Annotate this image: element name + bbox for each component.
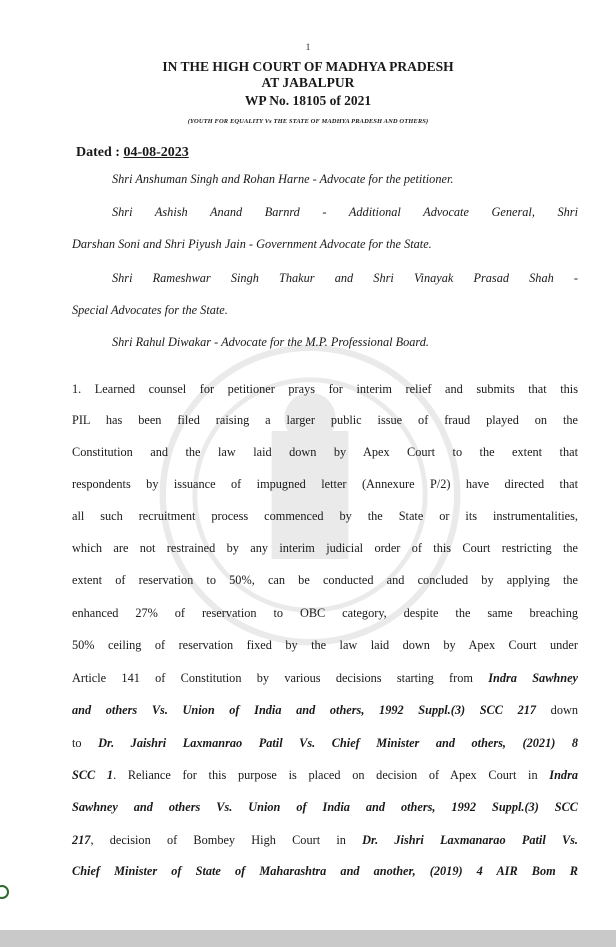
- appearance-special-1: Shri Rameshwar Singh Thakur and Shri Vinayak Prasad Shah -: [112, 271, 578, 285]
- para1-line-1: 1. Learned counsel for petitioner prays for interim relief and submits that this: [72, 382, 578, 396]
- appearance-state-1: Shri Ashish Anand Barnrd - Additional Advocate General, Shri: [112, 205, 578, 219]
- para1-line-4: respondents by issuance of impugned letter (Annexure P/2) have directed that: [72, 477, 578, 491]
- citation-indra-2: Indra: [549, 768, 579, 782]
- page-number: 1: [305, 42, 311, 52]
- para1-line-3: Constitution and the law laid down by Apex Court to the extent that: [72, 445, 578, 459]
- edge-logo-icon: [0, 884, 9, 900]
- para1-line-12-text: to: [72, 736, 99, 750]
- para1-line-12: [72, 736, 578, 751]
- para1-line-14: Sawhney and others Vs. Union of India and others, 1992 Suppl.(3) SCC: [72, 800, 578, 814]
- para1-line-15-text: , decision of Bombey High Court in: [90, 833, 363, 847]
- case-number: WP No. 18105 of 2021: [244, 93, 372, 108]
- para1-line-11-text: down: [536, 703, 578, 717]
- dated-label: Dated :: [76, 145, 124, 160]
- citation-indra-2-cont: 217: [72, 833, 91, 847]
- para1-line-16: Chief Minister of State of Maharashtra and another, (2019) 4 AIR Bom R: [72, 864, 578, 878]
- citation-jaishri-patil-cont: SCC 1: [72, 768, 114, 782]
- bottom-bar: [0, 930, 616, 947]
- case-parties: (YOUTH FOR EQUALITY Vs THE STATE OF MADHYA PRADESH AND OTHERS): [187, 118, 429, 125]
- para1-line-13: [72, 768, 578, 783]
- citation-indra-sawhney-cont: and others Vs. Union of India and others, 1992 Suppl.(3) SCC 217: [72, 703, 537, 717]
- dated-line: [76, 145, 189, 161]
- dated-date: 04-08-2023: [123, 145, 189, 160]
- citation-indra-sawhney: Indra Sawhney: [488, 671, 578, 685]
- para1-line-10-text: Article 141 of Constitution by various decisions starting from: [72, 671, 489, 685]
- para1-line-7: extent of reservation to 50%, can be conducted and concluded by applying the: [72, 573, 578, 587]
- appearance-state-2: Darshan Soni and Shri Piyush Jain - Government Advocate for the State.: [72, 237, 432, 251]
- para1-line-9: 50% ceiling of reservation fixed by the law laid down by Apex Court under: [72, 638, 578, 652]
- citation-jaishri-patil: Dr. Jaishri Laxmanrao Patil Vs. Chief Minister and others, (2021) 8: [98, 736, 578, 750]
- para1-line-6: which are not restrained by any interim judicial order of this Court restricting the: [72, 541, 578, 555]
- appearance-board: Shri Rahul Diwakar - Advocate for the M.P. Professional Board.: [112, 335, 429, 349]
- para1-line-2: PIL has been filed raising a larger public issue of fraud played on the: [72, 413, 578, 427]
- para1-line-5: all such recruitment process commenced by the State or its instrumentalities,: [72, 509, 578, 523]
- citation-jishri-patil: Dr. Jishri Laxmanarao Patil Vs.: [362, 833, 579, 847]
- para1-line-11: [72, 703, 578, 718]
- bench-location: AT JABALPUR: [261, 75, 355, 90]
- appearance-petitioner: Shri Anshuman Singh and Rohan Harne - Advocate for the petitioner.: [112, 172, 454, 186]
- para1-line-10: [72, 671, 578, 686]
- court-name: IN THE HIGH COURT OF MADHYA PRADESH: [162, 59, 454, 74]
- para1-line-13-text: . Reliance for this purpose is placed on decision of Apex Court in: [113, 768, 550, 782]
- appearance-special-2: Special Advocates for the State.: [72, 303, 228, 317]
- para1-line-8: enhanced 27% of reservation to OBC category, despite the same breaching: [72, 606, 578, 620]
- para1-line-15: [72, 833, 578, 848]
